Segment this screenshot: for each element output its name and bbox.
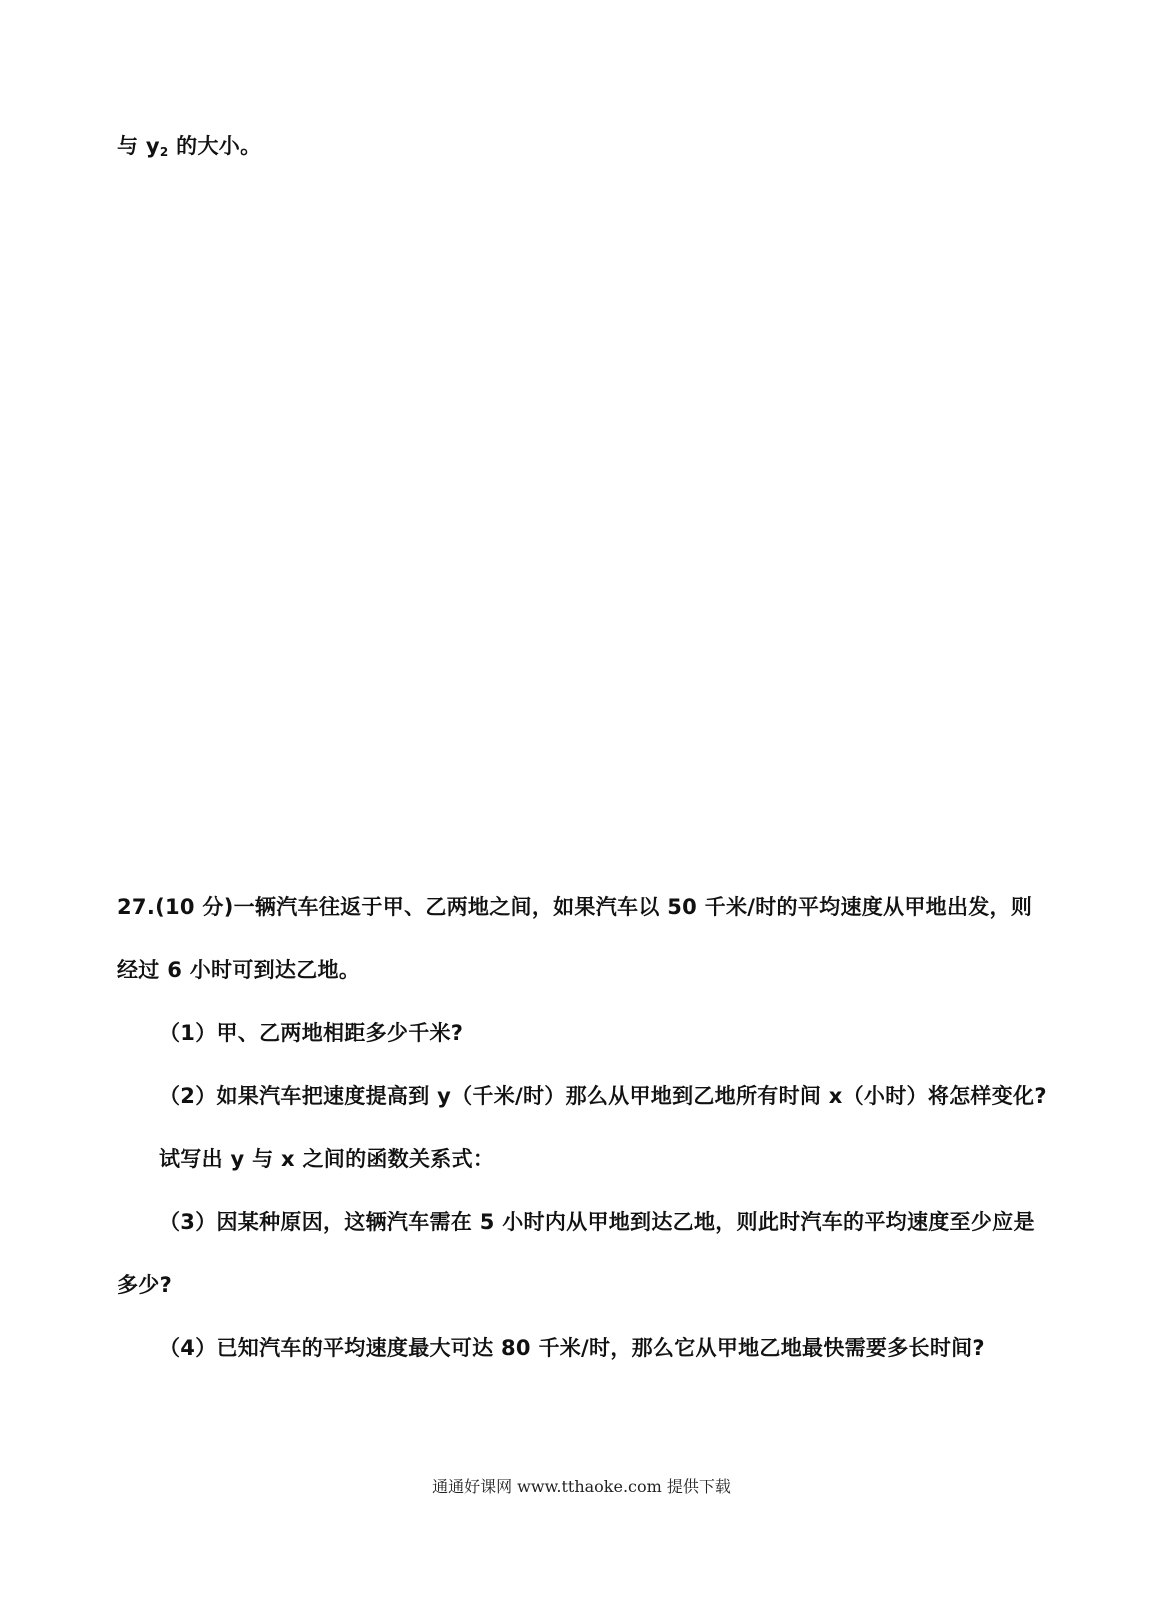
q27-intro-line2: 经过 6 小时可到达乙地。 bbox=[117, 958, 361, 982]
q27-part2-line2: 试写出 y 与 x 之间的函数关系式： bbox=[159, 1147, 495, 1171]
q27-part3-line2: 多少? bbox=[117, 1273, 173, 1297]
q27-intro-line1: 27.(10 分)一辆汽车往返于甲、乙两地之间，如果汽车以 50 千米/时的平均速度从甲地出发，则 bbox=[117, 895, 1033, 919]
prev-question-tail bbox=[117, 132, 261, 160]
prev-question-text-pre: 与 y bbox=[117, 134, 160, 158]
q27-part4: （4）已知汽车的平均速度最大可达 80 千米/时，那么它从甲地乙地最快需要多长时间? bbox=[159, 1336, 985, 1360]
q27-part3-line1: （3）因某种原因，这辆汽车需在 5 小时内从甲地到达乙地，则此时汽车的平均速度至少应是 bbox=[159, 1210, 1035, 1234]
q27-part2-line1: （2）如果汽车把速度提高到 y（千米/时）那么从甲地到乙地所有时间 x（小时）将怎样变化? bbox=[159, 1084, 1047, 1108]
prev-question-text-post: 的大小。 bbox=[168, 134, 262, 158]
subscript-2: 2 bbox=[159, 145, 169, 159]
page-footer: 通通好课网 www.tthaoke.com 提供下载 bbox=[432, 1477, 731, 1496]
q27-part1: （1）甲、乙两地相距多少千米? bbox=[159, 1021, 464, 1045]
